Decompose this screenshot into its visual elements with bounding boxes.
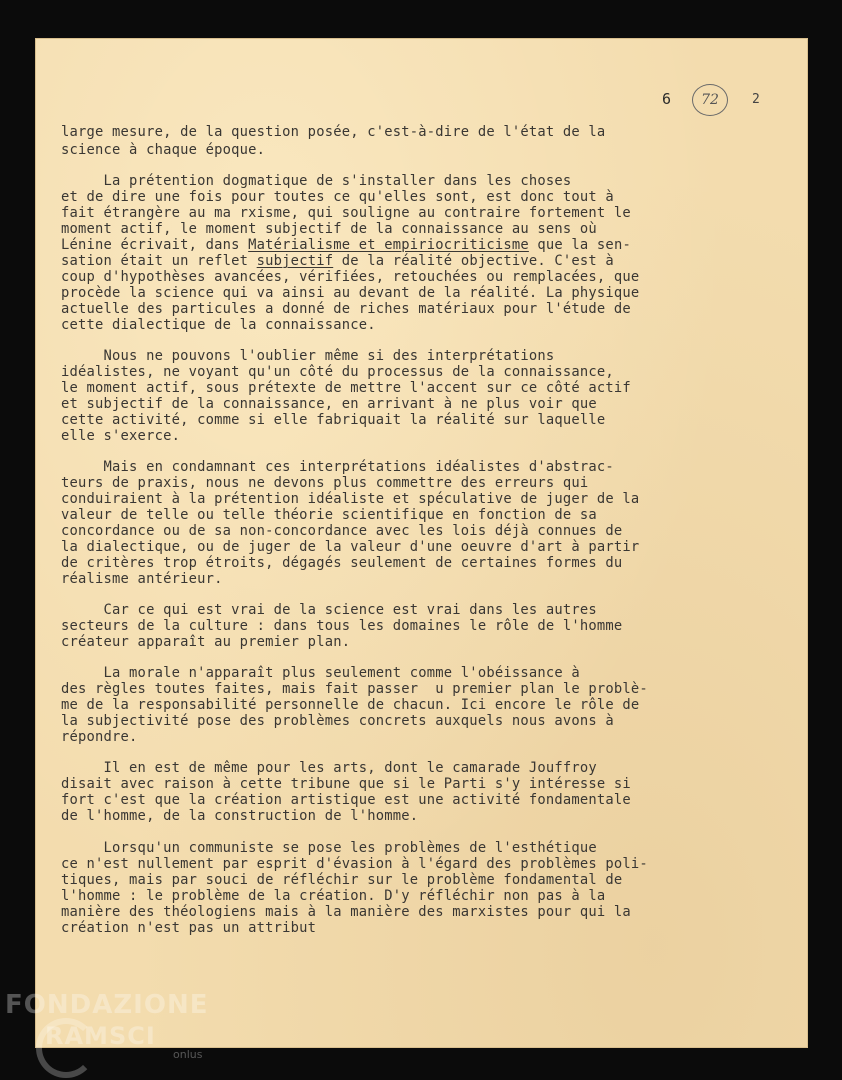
text-line: cette dialectique de la connaissance. bbox=[61, 317, 376, 333]
watermark bbox=[5, 990, 209, 1061]
text-line: secteurs de la culture : dans tous les domaines le rôle de l'homme bbox=[61, 618, 623, 634]
page-number: 6 bbox=[662, 90, 672, 108]
text-line: idéalistes, ne voyant qu'un côté du processus de la connaissance, bbox=[61, 364, 614, 380]
text-line: sation était un reflet subjectif de la réalité objective. C'est à bbox=[61, 253, 614, 269]
text-line: des règles toutes faites, mais fait passer u premier plan le problè- bbox=[61, 681, 648, 697]
text-line: moment actif, le moment subjectif de la connaissance au sens où bbox=[61, 221, 597, 237]
text-line: le moment actif, sous prétexte de mettre l'accent sur ce côté actif bbox=[61, 380, 631, 396]
text-line: large mesure, de la question posée, c'est-à-dire de l'état de la bbox=[61, 124, 606, 140]
text-line: conduiraient à la prétention idéaliste et spéculative de juger de la bbox=[61, 491, 640, 507]
text-line: Mais en condamnant ces interprétations idéalistes d'abstrac- bbox=[61, 459, 614, 475]
circled-archive-number: 72 bbox=[692, 84, 728, 116]
text-line: concordance ou de sa non-concordance avec les lois déjà connues de bbox=[61, 523, 623, 539]
text-line: réalisme antérieur. bbox=[61, 571, 223, 587]
text-line: répondre. bbox=[61, 729, 138, 745]
text-line: valeur de telle ou telle théorie scientifique en fonction de sa bbox=[61, 507, 597, 523]
text-line: disait avec raison à cette tribune que si le Parti s'y intéresse si bbox=[61, 776, 631, 792]
text-line: fort c'est que la création artistique est une activité fondamentale bbox=[61, 792, 631, 808]
text-line: création n'est pas un attribut bbox=[61, 920, 317, 936]
text-line: manière des théologiens mais à la manière des marxistes pour qui la bbox=[61, 904, 631, 920]
text-line: cette activité, comme si elle fabriquait la réalité sur laquelle bbox=[61, 412, 606, 428]
text-line: la dialectique, ou de juger de la valeur d'une oeuvre d'art à partir bbox=[61, 539, 640, 555]
text-line: science à chaque époque. bbox=[61, 142, 266, 158]
text-line: de critères trop étroits, dégagés seulement de certaines formes du bbox=[61, 555, 623, 571]
text-line: tiques, mais par souci de réfléchir sur le problème fondamental de bbox=[61, 872, 623, 888]
text-line: et subjectif de la connaissance, en arrivant à ne plus voir que bbox=[61, 396, 597, 412]
underlined-word: subjectif bbox=[256, 253, 334, 269]
text-line: et de dire une fois pour toutes ce qu'elles sont, est donc tout à bbox=[61, 189, 614, 205]
text-line: actuelle des particules a donné de riches matériaux pour l'étude de bbox=[61, 301, 631, 317]
text-line: créateur apparaît au premier plan. bbox=[61, 634, 351, 650]
text-line: Nous ne pouvons l'oublier même si des interprétations bbox=[61, 348, 555, 364]
text-line: procède la science qui va ainsi au devant de la réalité. La physique bbox=[61, 285, 640, 301]
text-line: La morale n'apparaît plus seulement comme l'obéissance à bbox=[61, 665, 580, 681]
text-line: la subjectivité pose des problèmes concrets auxquels nous avons à bbox=[61, 713, 614, 729]
text-line: coup d'hypothèses avancées, vérifiées, retouchées ou remplacées, que bbox=[61, 269, 640, 285]
text-line: Car ce qui est vrai de la science est vrai dans les autres bbox=[61, 602, 597, 618]
underlined-book-title: Matérialisme et empiriocriticisme bbox=[248, 237, 529, 253]
text-line: elle s'exerce. bbox=[61, 428, 181, 444]
watermark-line3: onlus bbox=[173, 1048, 203, 1061]
text-line: Il en est de même pour les arts, dont le camarade Jouffroy bbox=[61, 760, 597, 776]
text-line: Lénine écrivait, dans Matérialisme et empiriocriticisme que la sen- bbox=[61, 237, 631, 253]
text-line: de l'homme, de la construction de l'homme. bbox=[61, 808, 419, 824]
text-line: Lorsqu'un communiste se pose les problèmes de l'esthétique bbox=[61, 840, 597, 856]
text-line: l'homme : le problème de la création. D'y réfléchir non pas à la bbox=[61, 888, 606, 904]
text-line: ce n'est nullement par esprit d'évasion à l'égard des problèmes poli- bbox=[61, 856, 648, 872]
text-line: fait étrangère au ma rxisme, qui souligne au contraire fortement le bbox=[61, 205, 631, 221]
text-line: teurs de praxis, nous ne devons plus commettre des erreurs qui bbox=[61, 475, 589, 491]
text-line: me de la responsabilité personnelle de chacun. Ici encore le rôle de bbox=[61, 697, 640, 713]
margin-mark: 2 bbox=[752, 92, 760, 107]
watermark-line2: RAMSCI bbox=[45, 1022, 156, 1050]
text-line: La prétention dogmatique de s'installer dans les choses bbox=[61, 173, 572, 189]
watermark-line1: FONDAZIONE bbox=[5, 990, 209, 1020]
